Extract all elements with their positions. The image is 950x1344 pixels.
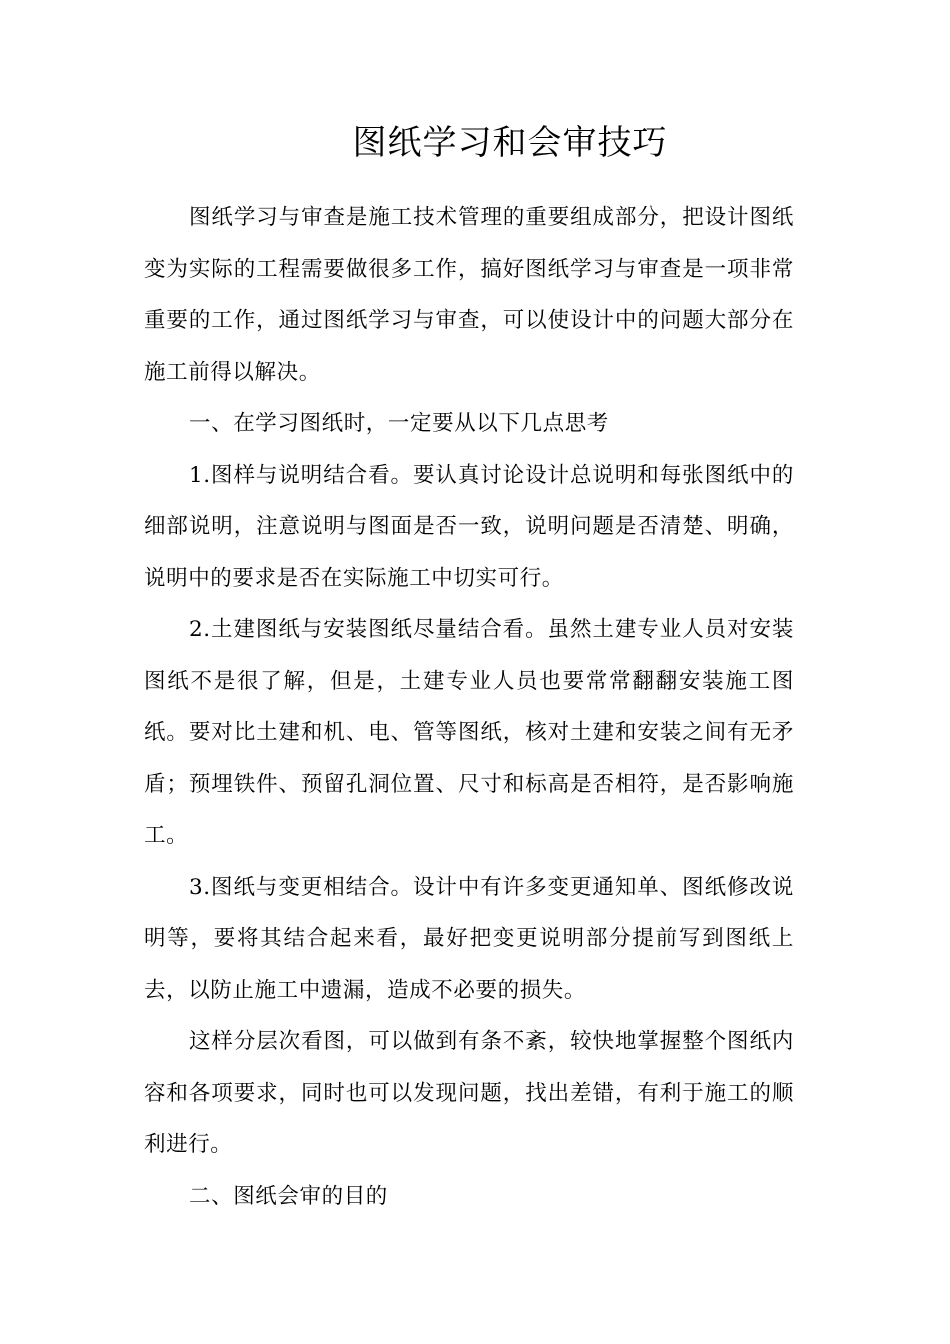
paragraph-intro: 图纸学习与审查是施工技术管理的重要组成部分，把设计图纸变为实际的工程需要做很多工作，搞好图纸学习与审查是一项非常重要的工作，通过图纸学习与审查，可以使设计中的问题大部分在施工前得以解决。 [144, 205, 794, 385]
paragraph-item-3: 3.图纸与变更相结合。设计中有许多变更通知单、图纸修改说明等，要将其结合起来看，最好把变更说明部分提前写到图纸上去，以防止施工中遗漏，造成不必要的损失。 [144, 874, 794, 1003]
document-body [144, 192, 794, 1222]
heading-section-2: 二、图纸会审的目的 [189, 1183, 388, 1209]
paragraph-summary: 这样分层次看图，可以做到有条不紊，较快地掌握整个图纸内容和各项要求，同时也可以发现问题，找出差错，有利于施工的顺利进行。 [144, 1029, 794, 1157]
heading-section-1: 一、在学习图纸时，一定要从以下几点思考 [189, 411, 609, 436]
document-title: 图纸学习和会审技巧 [352, 123, 668, 163]
paragraph-item-2: 2.土建图纸与安装图纸尽量结合看。虽然土建专业人员对安装图纸不是很了解，但是，土建专业人员也要常常翻翻安装施工图纸。要对比土建和机、电、管等图纸，核对土建和安装之间有无矛盾；预埋铁件、预留孔洞位置、尺寸和标高是否相符，是否影响施工。 [144, 617, 794, 848]
paragraph-item-1: 1.图样与说明结合看。要认真讨论设计总说明和每张图纸中的细部说明，注意说明与图面是否一致，说明问题是否清楚、明确，说明中的要求是否在实际施工中切实可行。 [144, 462, 794, 591]
